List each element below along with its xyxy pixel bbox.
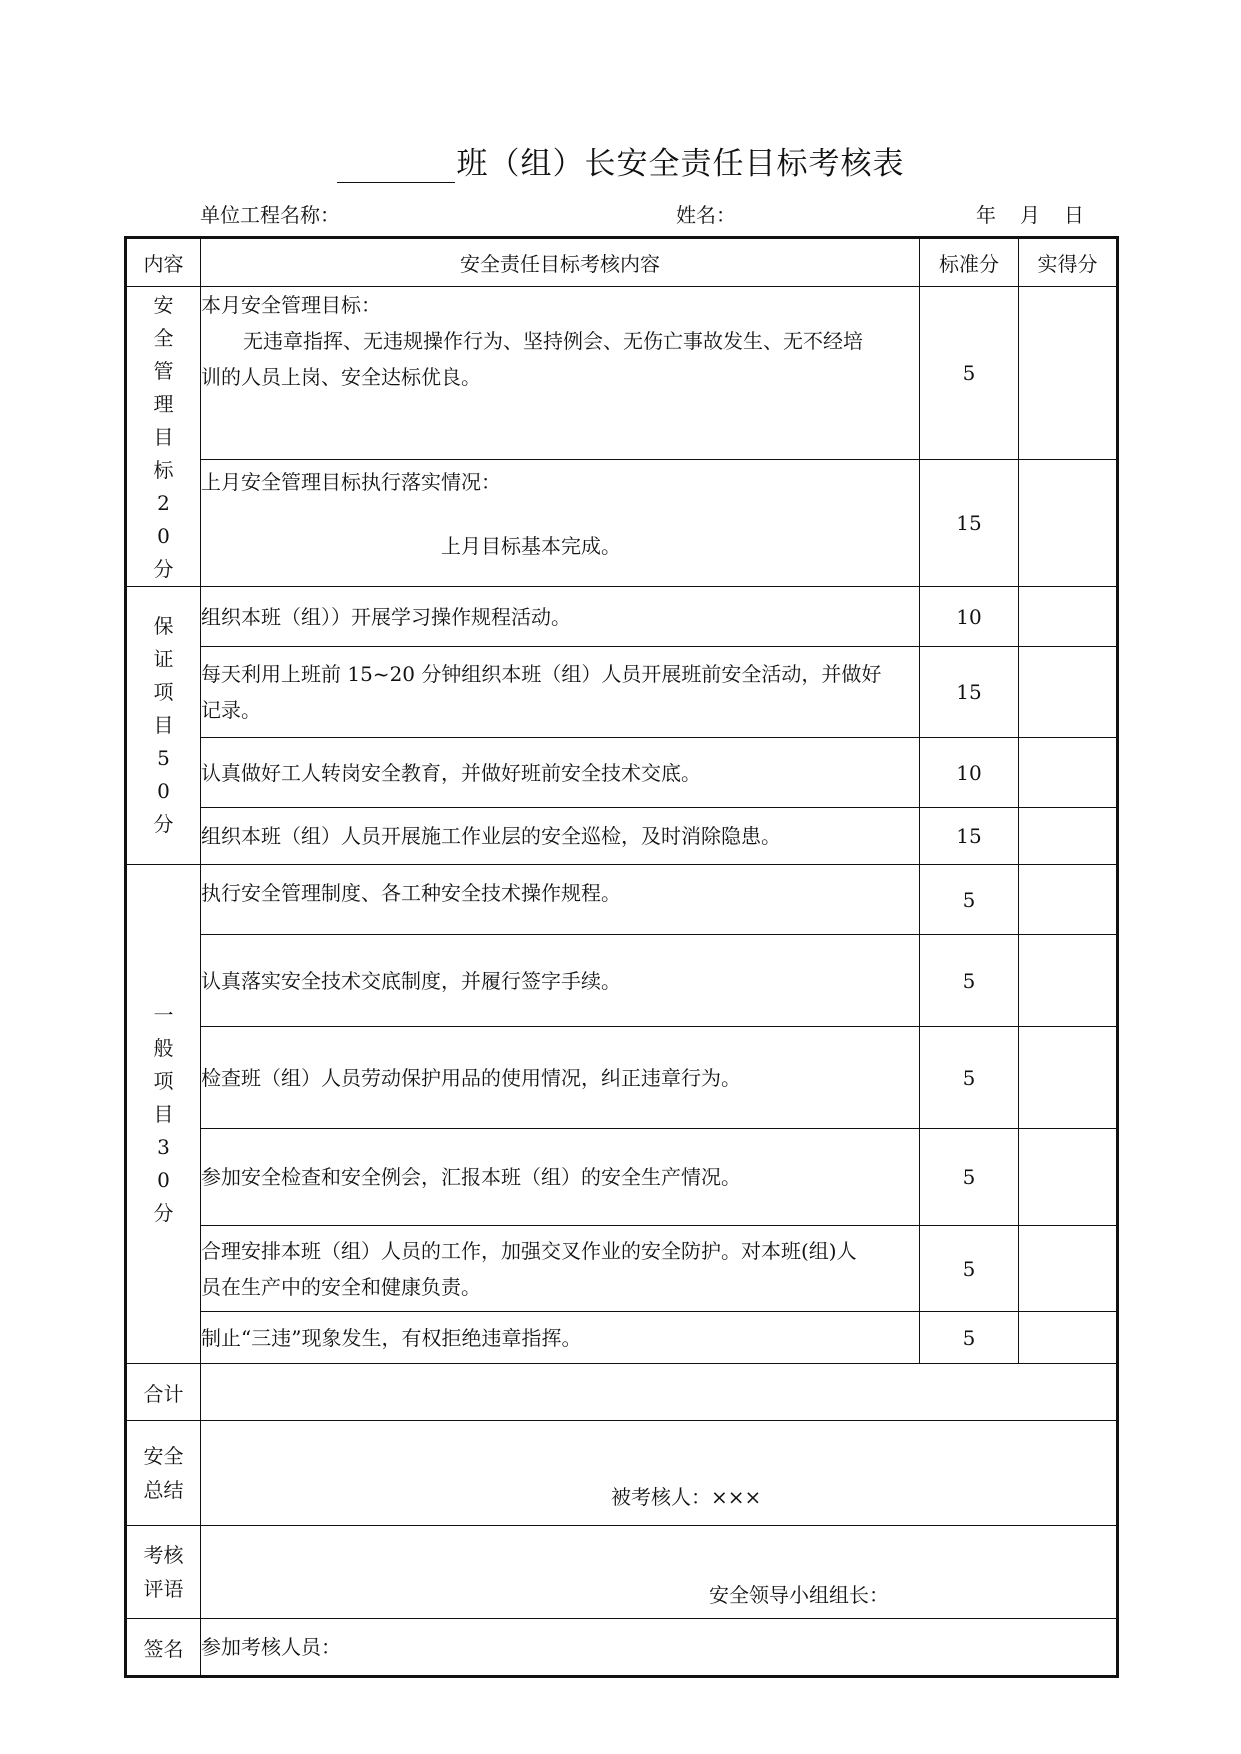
review-row — [126, 1526, 1118, 1619]
standard-score: 5 — [920, 865, 1019, 935]
table-row — [126, 1226, 1118, 1312]
row-text: 组织本班（组））开展学习操作规程活动。 — [201, 587, 920, 647]
actual-score-cell[interactable] — [1019, 1312, 1118, 1364]
sign-label: 签名 — [126, 1619, 201, 1677]
name-label: 姓名： — [676, 203, 736, 227]
total-label: 合计 — [126, 1364, 201, 1421]
table-row — [126, 935, 1118, 1027]
year-label: 年 — [976, 203, 996, 227]
standard-score: 5 — [920, 1312, 1019, 1364]
standard-score: 5 — [920, 1226, 1019, 1312]
month-label: 月 — [1020, 203, 1040, 227]
table-row — [126, 647, 1118, 738]
actual-score-cell[interactable] — [1019, 738, 1118, 808]
table-row — [126, 459, 1118, 586]
actual-score-cell[interactable] — [1019, 647, 1118, 738]
standard-score: 15 — [920, 808, 1019, 865]
actual-score-cell[interactable] — [1019, 1226, 1118, 1312]
row-text: 认真落实安全技术交底制度，并履行签字手续。 — [201, 935, 920, 1027]
header-standard-score: 标准分 — [920, 238, 1019, 287]
row-text: 合理安排本班（组）人员的工作，加强交叉作业的安全防护。对本班(组)人 员在生产中的安全和健康负责。 — [201, 1226, 920, 1312]
actual-score-cell[interactable] — [1019, 1027, 1118, 1129]
review-cell[interactable] — [201, 1526, 1118, 1619]
page-title — [0, 138, 1241, 183]
actual-score-cell[interactable] — [1019, 935, 1118, 1027]
table-row — [126, 865, 1118, 935]
title-blank-line[interactable] — [337, 148, 455, 183]
row-text: 检查班（组）人员劳动保护用品的使用情况，纠正违章行为。 — [201, 1027, 920, 1129]
row-text: 每天利用上班前 15~20 分钟组织本班（组）人员开展班前安全活动，并做好 记录。 — [201, 647, 920, 738]
header-row — [126, 238, 1118, 287]
row-text: 制止“三违”现象发生，有权拒绝违章指挥。 — [201, 1312, 920, 1364]
row-text: 本月安全管理目标： 无违章指挥、无违规操作行为、坚持例会、无伤亡事故发生、无不经培 训的人员上岗、安全达标优良。 — [201, 287, 920, 460]
summary-cell[interactable] — [201, 1421, 1118, 1526]
category-safety-management: 安全管理目标20分 — [126, 287, 201, 587]
title-text: 班（组）长安全责任目标考核表 — [456, 146, 905, 182]
standard-score: 5 — [920, 1027, 1019, 1129]
total-value-cell[interactable] — [201, 1364, 1118, 1421]
row-text: 执行安全管理制度、各工种安全技术操作规程。 — [201, 865, 920, 935]
actual-score-cell[interactable] — [1019, 459, 1118, 586]
standard-score: 5 — [920, 935, 1019, 1027]
table-row — [126, 587, 1118, 647]
review-label: 考核 评语 — [126, 1526, 201, 1619]
table-row — [126, 1312, 1118, 1364]
total-row — [126, 1364, 1118, 1421]
summary-label: 安全 总结 — [126, 1421, 201, 1526]
summary-row — [126, 1421, 1118, 1526]
row-text: 认真做好工人转岗安全教育，并做好班前安全技术交底。 — [201, 738, 920, 808]
actual-score-cell[interactable] — [1019, 808, 1118, 865]
row-text: 上月安全管理目标执行落实情况： 上月目标基本完成。 — [201, 459, 920, 586]
table-row — [126, 808, 1118, 865]
table-row — [126, 1129, 1118, 1226]
standard-score: 15 — [920, 647, 1019, 738]
actual-score-cell[interactable] — [1019, 865, 1118, 935]
actual-score-cell[interactable] — [1019, 1129, 1118, 1226]
table-row — [126, 287, 1118, 460]
assessment-table — [124, 236, 1119, 1678]
standard-score: 10 — [920, 738, 1019, 808]
standard-score: 15 — [920, 459, 1019, 586]
unit-name-label: 单位工程名称： — [200, 203, 340, 227]
category-guarantee-items: 保证项目50分 — [126, 587, 201, 865]
row-text: 参加安全检查和安全例会，汇报本班（组）的安全生产情况。 — [201, 1129, 920, 1226]
summary-assessee: 被考核人：××× — [611, 1485, 762, 1509]
review-leader: 安全领导小组组长： — [709, 1583, 889, 1607]
standard-score: 5 — [920, 287, 1019, 460]
header-actual-score: 实得分 — [1019, 238, 1118, 287]
category-general-items: 一般项目30分 — [126, 865, 201, 1364]
row-text: 组织本班（组）人员开展施工作业层的安全巡检，及时消除隐患。 — [201, 808, 920, 865]
sign-row — [126, 1619, 1118, 1677]
actual-score-cell[interactable] — [1019, 287, 1118, 460]
table-row — [126, 1027, 1118, 1129]
table-row — [126, 738, 1118, 808]
standard-score: 5 — [920, 1129, 1019, 1226]
header-content: 内容 — [126, 238, 201, 287]
sign-cell[interactable]: 参加考核人员： — [201, 1619, 1118, 1677]
header-item: 安全责任目标考核内容 — [201, 238, 920, 287]
standard-score: 10 — [920, 587, 1019, 647]
day-label: 日 — [1064, 203, 1084, 227]
actual-score-cell[interactable] — [1019, 587, 1118, 647]
